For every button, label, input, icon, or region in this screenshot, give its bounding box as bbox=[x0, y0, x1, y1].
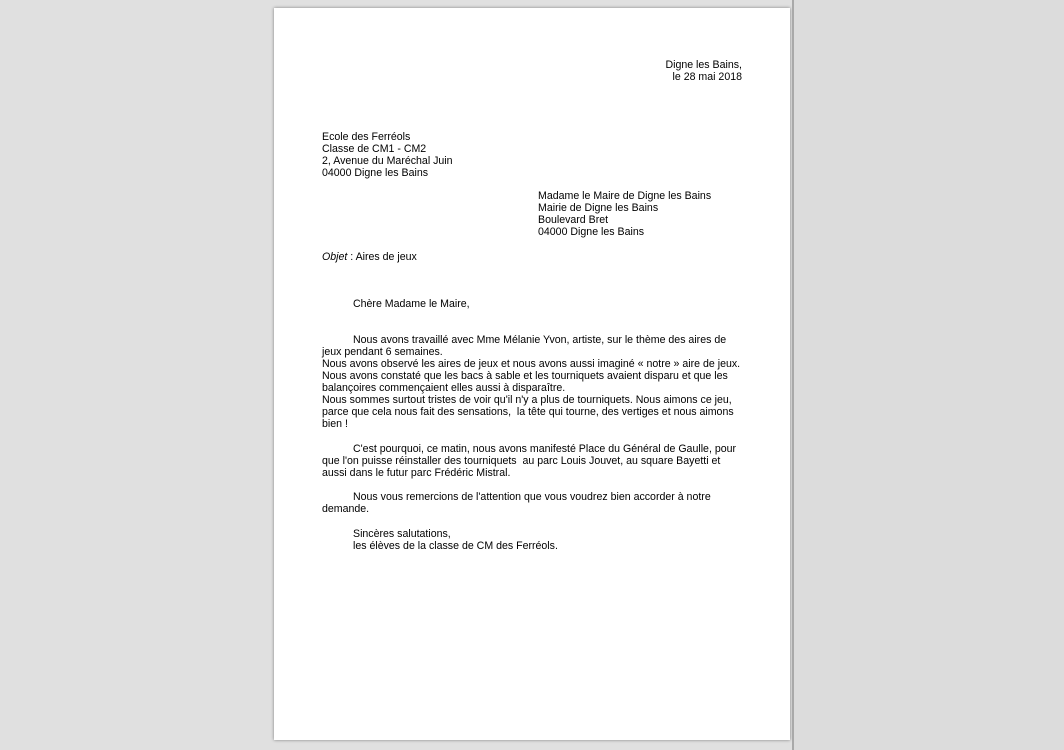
recipient-line: 04000 Digne les Bains bbox=[538, 226, 645, 238]
letter-page bbox=[274, 8, 790, 740]
subject-label: Objet bbox=[322, 251, 348, 263]
paragraph-line: parce que cela nous fait des sensations, la tête qui tourne, des vertiges et nous aimons bbox=[322, 406, 734, 418]
sender-line: 2, Avenue du Maréchal Juin bbox=[322, 155, 453, 167]
subject-line bbox=[322, 251, 417, 263]
paragraph-line: balançoires commençaient elles aussi à disparaître. bbox=[322, 382, 566, 394]
paragraph-line: demande. bbox=[322, 503, 370, 515]
paragraph-line: Nous sommes surtout tristes de voir qu'il n'y a plus de tourniquets. Nous aimons ce jeu, bbox=[322, 394, 732, 406]
paragraph-line: Nous avons travaillé avec Mme Mélanie Yvon, artiste, sur le thème des aires de bbox=[353, 334, 727, 346]
salutation-text: Chère Madame le Maire, bbox=[353, 298, 470, 310]
side-panel bbox=[794, 0, 1064, 750]
sender-address bbox=[322, 131, 453, 179]
paragraph-line: C'est pourquoi, ce matin, nous avons manifesté Place du Général de Gaulle, pour bbox=[353, 443, 737, 455]
closing-line: Sincères salutations, bbox=[353, 528, 451, 540]
paragraph-1 bbox=[322, 334, 744, 430]
paragraph-3 bbox=[322, 491, 744, 515]
recipient-address bbox=[538, 190, 711, 238]
salutation bbox=[322, 298, 744, 310]
paragraph-line: jeux pendant 6 semaines. bbox=[322, 346, 443, 358]
paragraph-line: Nous avons observé les aires de jeux et nous avons aussi imaginé « notre » aire de jeux. bbox=[322, 358, 741, 370]
paragraph-line: Nous avons constaté que les bacs à sable et les tourniquets avaient disparu et que les bbox=[322, 370, 728, 382]
sender-line: Ecole des Ferréols bbox=[322, 131, 411, 143]
closing bbox=[322, 528, 744, 552]
paragraph-line: aussi dans le futur parc Frédéric Mistral. bbox=[322, 467, 511, 479]
sender-line: 04000 Digne les Bains bbox=[322, 167, 429, 179]
place-date-block bbox=[665, 59, 742, 83]
recipient-line: Madame le Maire de Digne les Bains bbox=[538, 190, 712, 202]
paragraph-line: que l'on puisse réinstaller des tourniquets au parc Louis Jouvet, au square Bayetti et bbox=[322, 455, 721, 467]
sender-line: Classe de CM1 - CM2 bbox=[322, 143, 427, 155]
recipient-line: Mairie de Digne les Bains bbox=[538, 202, 659, 214]
paragraph-line: bien ! bbox=[322, 418, 348, 430]
paragraph-line: Nous vous remercions de l'attention que vous voudrez bien accorder à notre bbox=[353, 491, 711, 503]
letter-place: Digne les Bains, bbox=[665, 59, 742, 71]
subject-separator: : bbox=[347, 251, 356, 263]
letter-date: le 28 mai 2018 bbox=[672, 71, 742, 83]
recipient-line: Boulevard Bret bbox=[538, 214, 609, 226]
subject-value: Aires de jeux bbox=[355, 251, 417, 263]
paragraph-2 bbox=[322, 443, 744, 479]
closing-line: les élèves de la classe de CM des Ferréols. bbox=[353, 540, 558, 552]
